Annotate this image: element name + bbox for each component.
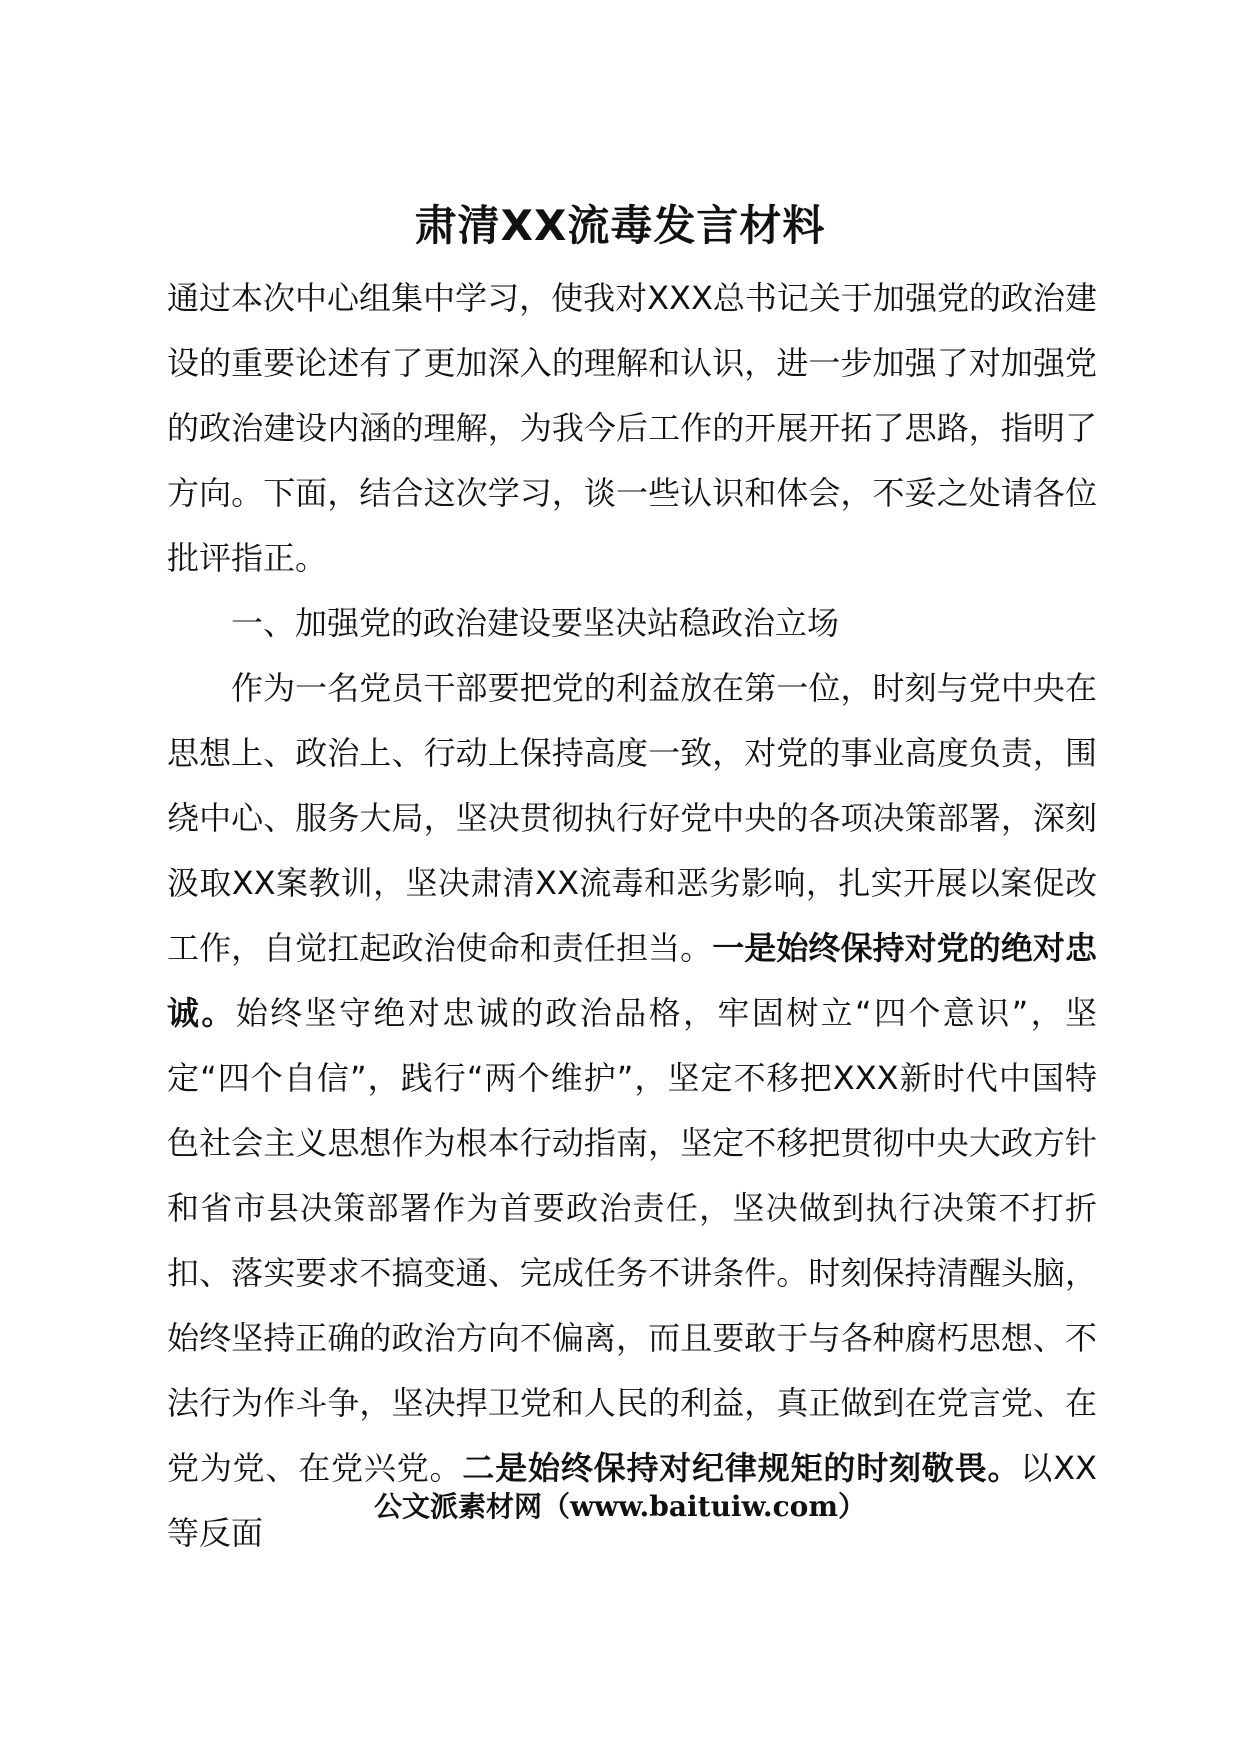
section-heading: 一、加强党的政治建设要坚决站稳政治立场	[231, 604, 840, 642]
footer-watermark: 公文派素材网（www.baituiw.com）	[374, 1490, 866, 1523]
section-paragraph	[167, 656, 1097, 1566]
paragraph-text: 以XX等反面	[167, 1449, 1097, 1552]
paragraph-text: 作为一名党员干部要把党的利益放在第一位，时刻与党中央在思想上、政治上、行动上保持高度一致，对党的事业高度负责，围绕中心、服务大局，坚决贯彻执行好党中央的各项决策部署，深刻汲取XX案教训，坚决肃清XX流毒和恶劣影响，扎实开展以案促改工作，自觉扛起政治使命和责任担当。	[167, 669, 1097, 967]
paragraph-text: 始终坚守绝对忠诚的政治品格，牢固树立“四个意识”，坚定“四个自信”，践行“两个维护”，坚定不移把XXX新时代中国特色社会主义思想作为根本行动指南，坚定不移把贯彻中央大政方针和省市县决策部署作为首要政治责任，坚决做到执行决策不打折扣、落实要求不搞变通、完成任务不讲条件。时刻保持清醒头脑，始终坚持正确的政治方向不偏离，而且要敢于与各种腐朽思想、不法行为作斗争，坚决捍卫党和人民的利益，真正做到在党言党、在党为党、在党兴党。	[167, 994, 1097, 1487]
intro-paragraph: 通过本次中心组集中学习，使我对XXX总书记关于加强党的政治建设的重要论述有了更加深入的理解和认识，进一步加强了对加强党的政治建设内涵的理解，为我今后工作的开展开拓了思路，指明了方向。下面，结合这次学习，谈一些认识和体会，不妥之处请各位批评指正。	[167, 279, 1097, 577]
point-heading: 二是始终保持对纪律规矩的时刻敬畏。	[462, 1449, 1021, 1487]
document-body	[167, 266, 1097, 1566]
document-title: 肃清XX流毒发言材料	[414, 201, 826, 250]
point-heading: 一是始终保持对党的绝对忠诚。	[167, 929, 1097, 1032]
